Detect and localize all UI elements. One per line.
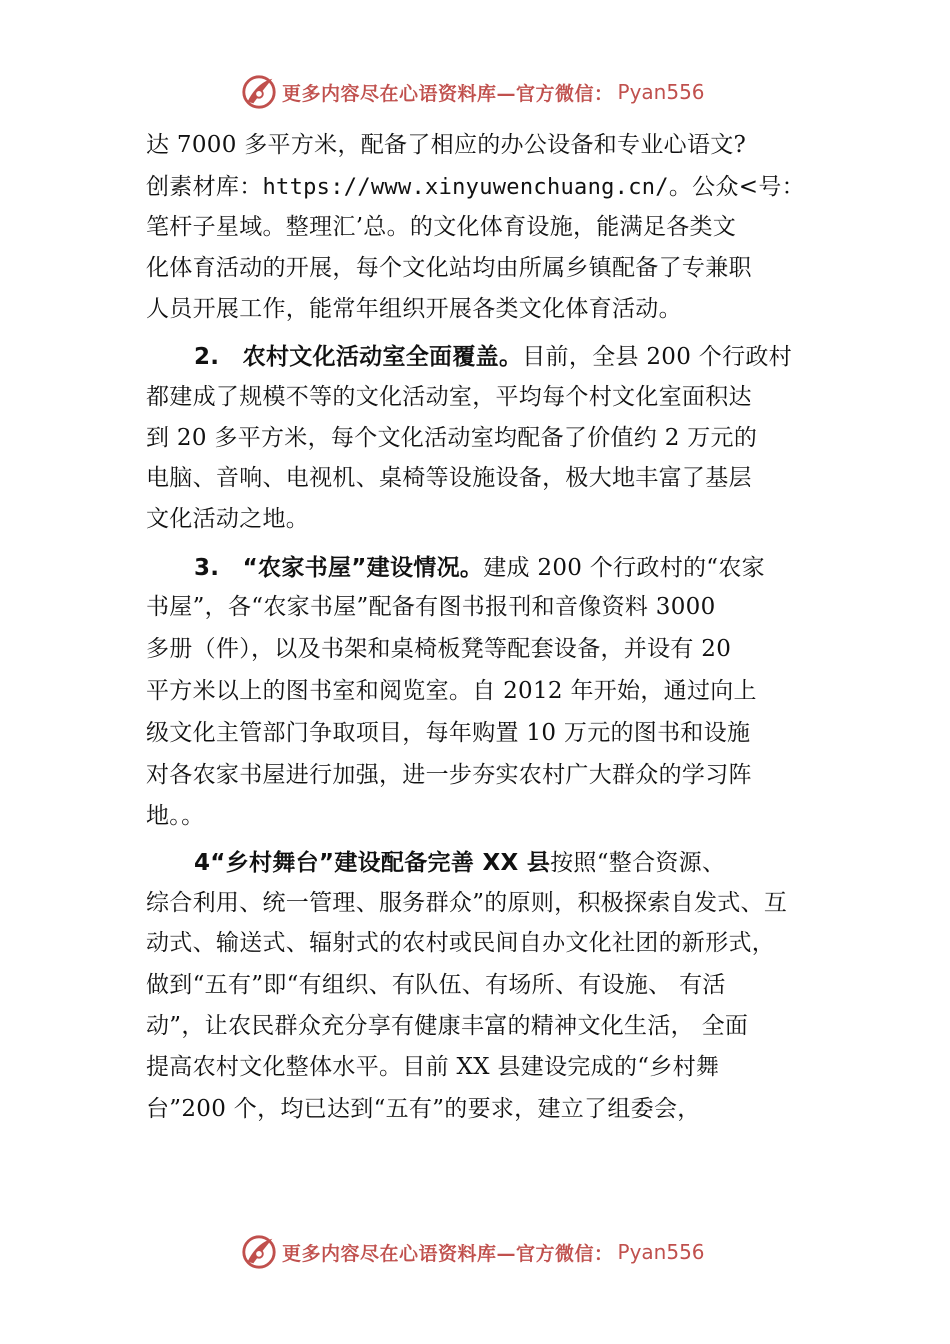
text-fragment: 建成 200 个行政村的“农家 — [483, 555, 765, 581]
footer-banner — [240, 1232, 705, 1272]
banner-text: 更多内容尽在心语资料库—官方微信： — [282, 1242, 614, 1265]
text-line: 化体育活动的开展，每个文化站均由所属乡镇配备了专兼职 — [146, 255, 752, 281]
brush-logo-icon — [240, 1233, 278, 1271]
text-line: 做到“五有”即“有组织、有队伍、有场所、有设施、 有活 — [146, 972, 726, 998]
url-link[interactable]: https://www.xinyuwenchuang.cn/ — [262, 175, 669, 200]
text-fragment: 创素材库： — [146, 174, 263, 200]
section-heading: 2. 农村文化活动室全面覆盖。 — [194, 344, 523, 370]
banner-wechat-id: Pyan556 — [617, 80, 705, 104]
text-line: 书屋”，各“农家书屋”配备有图书报刊和音像资料 3000 — [146, 594, 716, 620]
text-fragment: 按照“整合资源、 — [550, 850, 726, 876]
text-line: 级文化主管部门争取项目，每年购置 10 万元的图书和设施 — [146, 720, 751, 746]
text-line: 综合利用、统一管理、服务群众”的原则，积极探索自发式、互 — [146, 890, 788, 916]
text-line: 对各农家书屋进行加强，进一步夯实农村广大群众的学习阵 — [146, 762, 752, 788]
text-line: 动”，让农民群众充分享有健康丰富的精神文化生活， 全面 — [146, 1013, 749, 1039]
header-banner — [240, 72, 705, 112]
text-line: 动式、输送式、辐射式的农村或民间自办文化社团的新形式， — [146, 930, 776, 956]
text-line: 台”200 个，均已达到“五有”的要求，建立了组委会， — [146, 1096, 701, 1122]
text-line: 电脑、音响、电视机、桌椅等设施设备，极大地丰富了基层 — [146, 465, 752, 491]
text-line: 人员开展工作，能常年组织开展各类文化体育活动。 — [146, 296, 682, 322]
text-line: 到 20 多平方米，每个文化活动室均配备了价值约 2 万元的 — [146, 425, 758, 451]
text-line: 平方米以上的图书室和阅览室。自 2012 年开始，通过向上 — [146, 678, 757, 704]
brush-logo-icon — [240, 73, 278, 111]
banner-text: 更多内容尽在心语资料库—官方微信： — [282, 82, 614, 105]
text-fragment: 目前，全县 200 个行政村 — [522, 344, 792, 370]
paragraph-4-first-line — [194, 848, 725, 878]
paragraph-2-first-line — [194, 342, 792, 372]
text-line: 提高农村文化整体水平。目前 XX 县建设完成的“乡村舞 — [146, 1054, 720, 1080]
text-line: 达 7000 多平方米，配备了相应的办公设备和专业心语文? — [146, 132, 747, 158]
banner-wechat-id: Pyan556 — [617, 1240, 705, 1264]
text-line: 多册（件），以及书架和桌椅板凳等配套设备，并设有 20 — [146, 636, 732, 662]
text-line: 地。。 — [146, 803, 205, 829]
text-line: 笔杆子星域。整理汇’总。的文化体育设施，能满足各类文 — [146, 214, 737, 240]
text-fragment: 。公众<号： — [668, 174, 805, 200]
paragraph-3-first-line — [194, 553, 765, 583]
section-heading: 4“乡村舞台”建设配备完善 XX 县 — [194, 850, 551, 876]
section-heading: 3. “农家书屋”建设情况。 — [194, 555, 484, 581]
text-line — [146, 172, 805, 203]
text-line: 都建成了规模不等的文化活动室，平均每个村文化室面积达 — [146, 384, 752, 410]
text-line: 文化活动之地。 — [146, 506, 310, 532]
